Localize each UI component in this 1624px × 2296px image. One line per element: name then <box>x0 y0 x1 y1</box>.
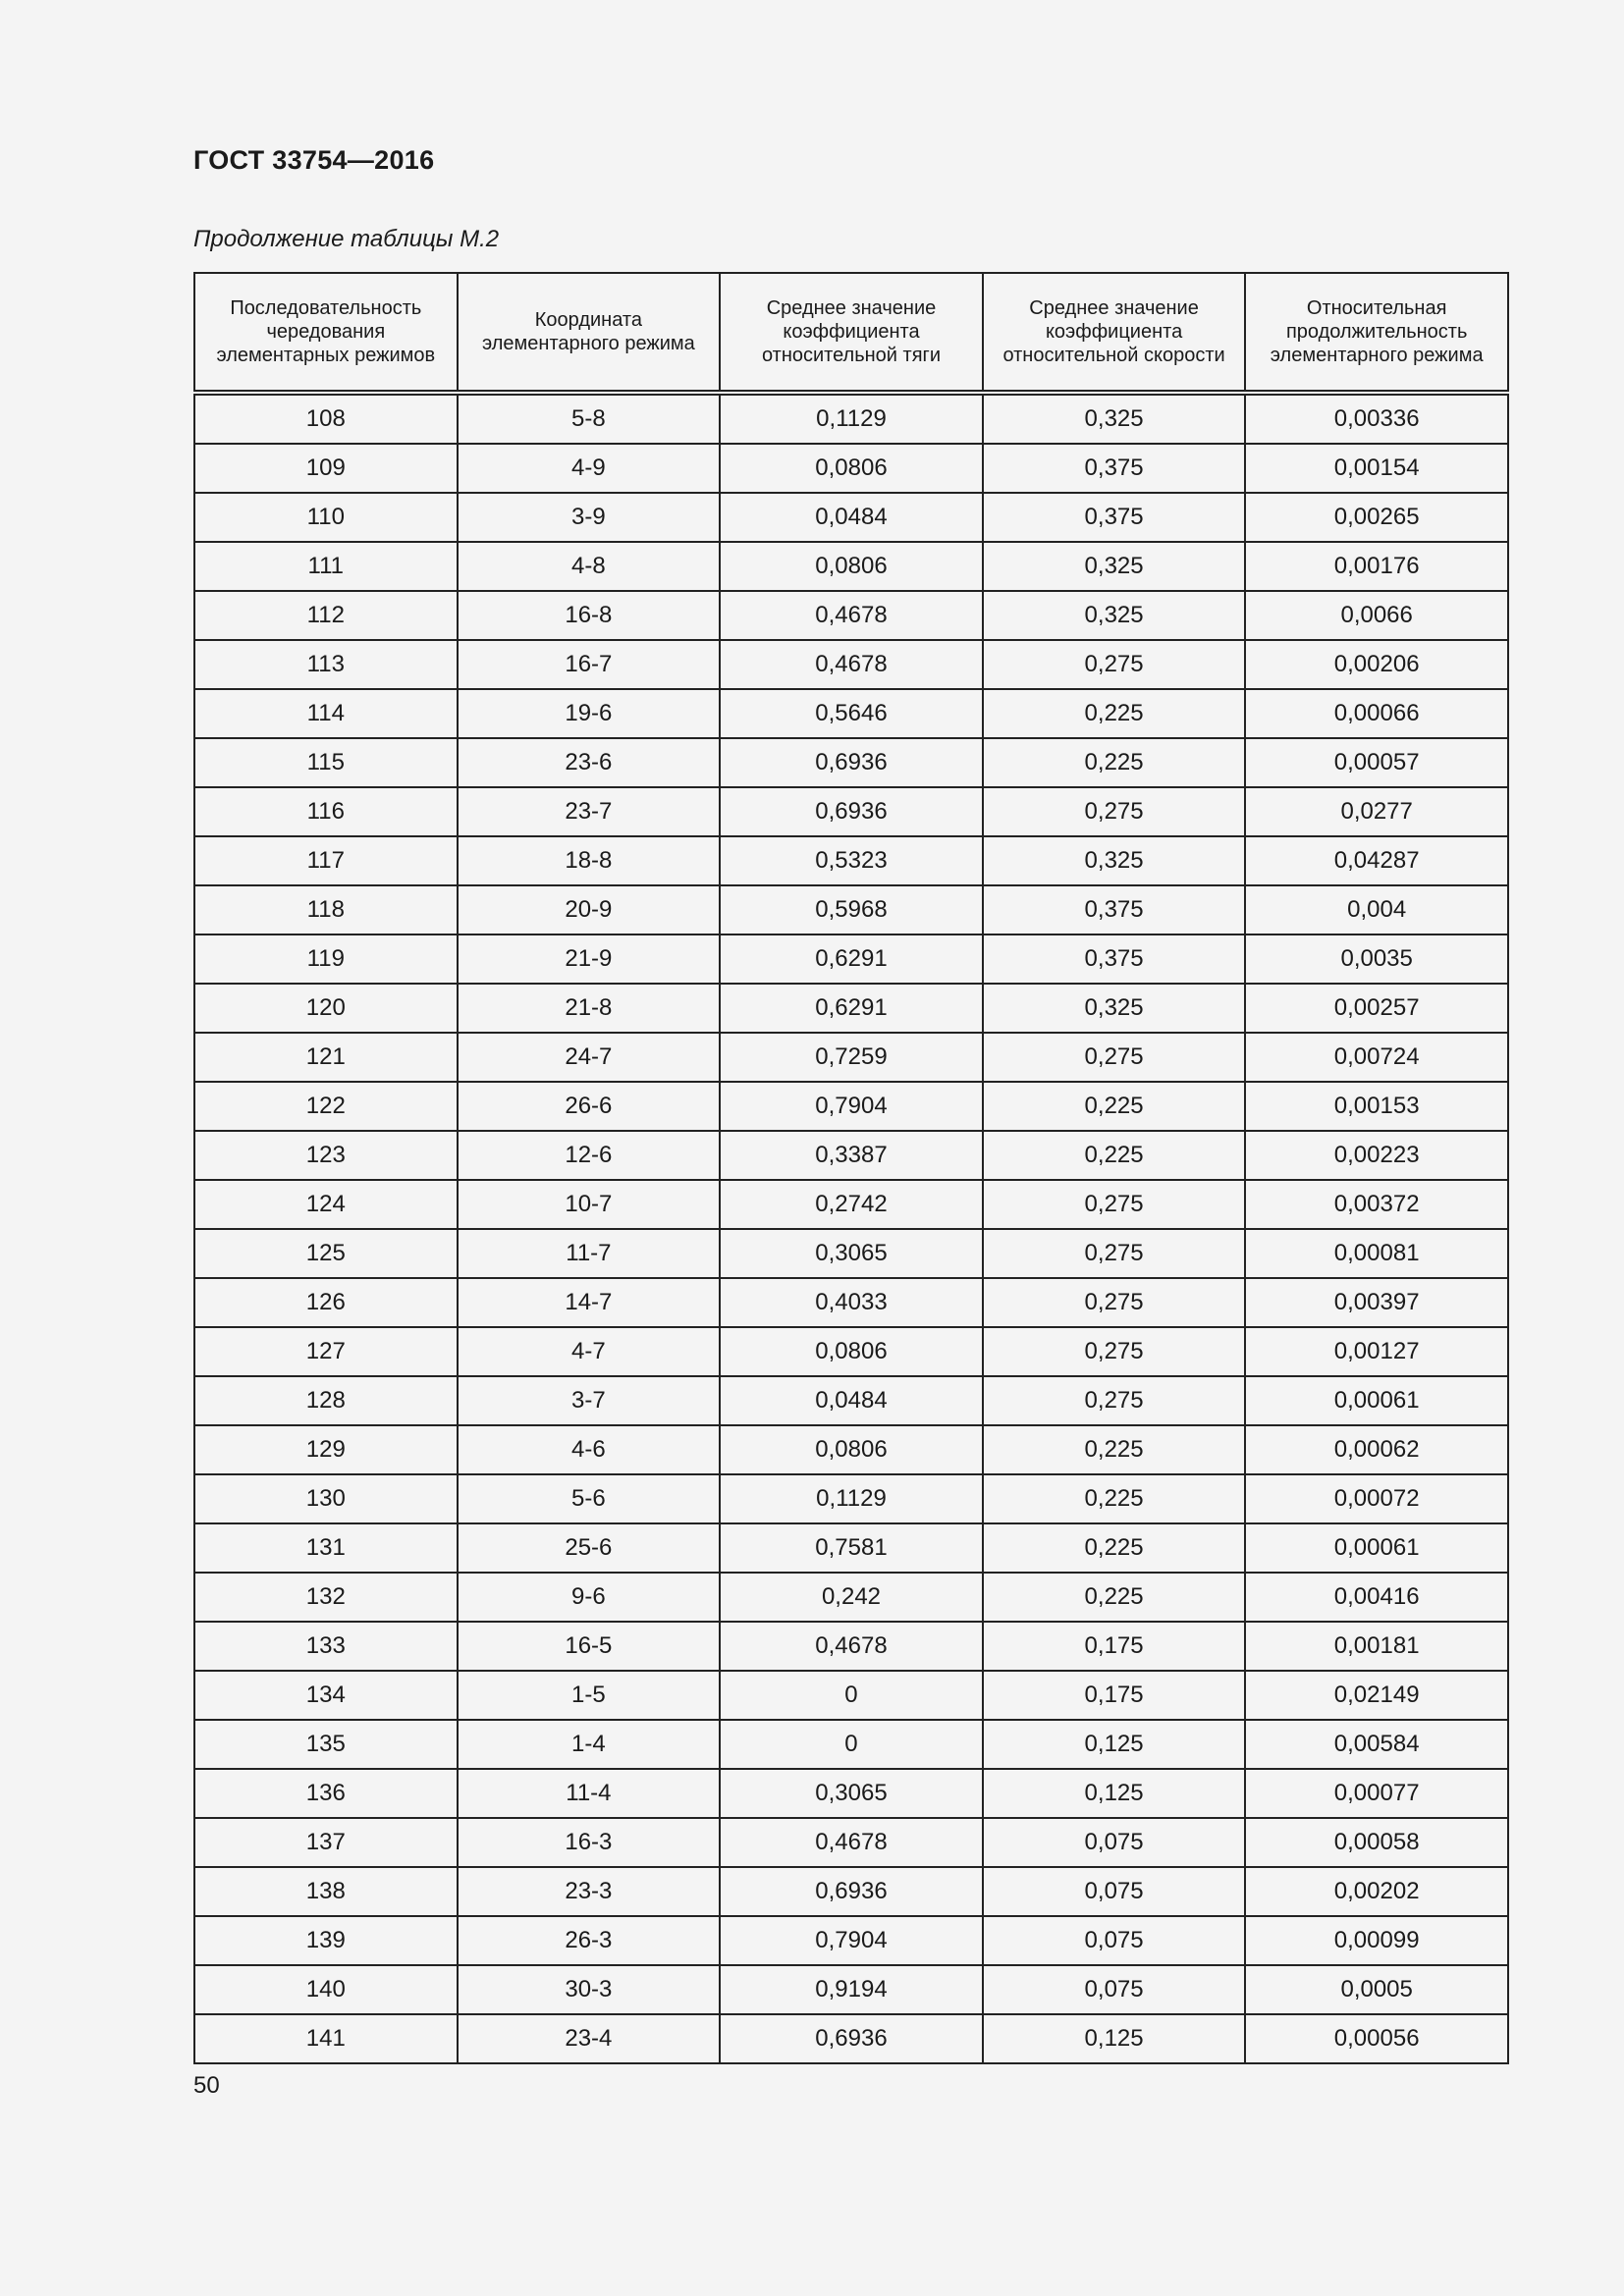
cell-coordinate: 3-7 <box>458 1376 721 1425</box>
table-row <box>194 1573 1508 1622</box>
cell-relative-duration: 0,00206 <box>1245 640 1508 689</box>
cell-speed-coefficient: 0,325 <box>983 542 1246 591</box>
cell-sequence: 125 <box>194 1229 458 1278</box>
cell-coordinate: 1-5 <box>458 1671 721 1720</box>
cell-relative-duration: 0,00416 <box>1245 1573 1508 1622</box>
cell-thrust-coefficient: 0,3065 <box>720 1769 983 1818</box>
cell-speed-coefficient: 0,225 <box>983 1523 1246 1573</box>
cell-thrust-coefficient: 0,6291 <box>720 934 983 984</box>
cell-speed-coefficient: 0,225 <box>983 1131 1246 1180</box>
cell-speed-coefficient: 0,375 <box>983 934 1246 984</box>
cell-speed-coefficient: 0,225 <box>983 1474 1246 1523</box>
cell-thrust-coefficient: 0,0484 <box>720 493 983 542</box>
cell-sequence: 140 <box>194 1965 458 2014</box>
cell-thrust-coefficient: 0,0806 <box>720 1327 983 1376</box>
table-row <box>194 1131 1508 1180</box>
cell-speed-coefficient: 0,375 <box>983 493 1246 542</box>
cell-coordinate: 19-6 <box>458 689 721 738</box>
table-row <box>194 591 1508 640</box>
cell-thrust-coefficient: 0 <box>720 1671 983 1720</box>
column-header-coordinate: Координата элементарного режима <box>458 273 721 393</box>
table-row <box>194 836 1508 885</box>
cell-sequence: 129 <box>194 1425 458 1474</box>
cell-thrust-coefficient: 0,4033 <box>720 1278 983 1327</box>
table-header-row <box>194 273 1508 393</box>
cell-thrust-coefficient: 0,0806 <box>720 542 983 591</box>
cell-thrust-coefficient: 0 <box>720 1720 983 1769</box>
cell-relative-duration: 0,00176 <box>1245 542 1508 591</box>
cell-speed-coefficient: 0,275 <box>983 1033 1246 1082</box>
cell-coordinate: 21-9 <box>458 934 721 984</box>
cell-speed-coefficient: 0,075 <box>983 1916 1246 1965</box>
cell-sequence: 132 <box>194 1573 458 1622</box>
cell-relative-duration: 0,00584 <box>1245 1720 1508 1769</box>
cell-speed-coefficient: 0,275 <box>983 1278 1246 1327</box>
cell-speed-coefficient: 0,225 <box>983 1082 1246 1131</box>
cell-speed-coefficient: 0,325 <box>983 984 1246 1033</box>
table-row <box>194 787 1508 836</box>
cell-speed-coefficient: 0,275 <box>983 787 1246 836</box>
cell-sequence: 117 <box>194 836 458 885</box>
table-row <box>194 1523 1508 1573</box>
column-header-relative-duration: Относительная продолжительность элементарного режима <box>1245 273 1508 393</box>
document-id: ГОСТ 33754—2016 <box>193 145 435 175</box>
cell-speed-coefficient: 0,375 <box>983 444 1246 493</box>
table-row <box>194 393 1508 444</box>
cell-relative-duration: 0,0066 <box>1245 591 1508 640</box>
cell-coordinate: 30-3 <box>458 1965 721 2014</box>
cell-thrust-coefficient: 0,2742 <box>720 1180 983 1229</box>
cell-coordinate: 4-9 <box>458 444 721 493</box>
cell-relative-duration: 0,00061 <box>1245 1376 1508 1425</box>
table-row <box>194 1965 1508 2014</box>
cell-speed-coefficient: 0,175 <box>983 1671 1246 1720</box>
cell-relative-duration: 0,00077 <box>1245 1769 1508 1818</box>
table-row <box>194 885 1508 934</box>
table-row <box>194 1327 1508 1376</box>
cell-speed-coefficient: 0,125 <box>983 2014 1246 2063</box>
cell-sequence: 131 <box>194 1523 458 1573</box>
cell-coordinate: 11-7 <box>458 1229 721 1278</box>
cell-thrust-coefficient: 0,1129 <box>720 1474 983 1523</box>
column-header-sequence: Последовательность чередования элементарных режимов <box>194 273 458 393</box>
cell-coordinate: 10-7 <box>458 1180 721 1229</box>
cell-speed-coefficient: 0,325 <box>983 591 1246 640</box>
cell-sequence: 115 <box>194 738 458 787</box>
cell-coordinate: 9-6 <box>458 1573 721 1622</box>
cell-coordinate: 18-8 <box>458 836 721 885</box>
table-row <box>194 493 1508 542</box>
table-row <box>194 1376 1508 1425</box>
cell-thrust-coefficient: 0,5323 <box>720 836 983 885</box>
table-row <box>194 1033 1508 1082</box>
page-number: 50 <box>193 2072 220 2099</box>
cell-coordinate: 1-4 <box>458 1720 721 1769</box>
cell-sequence: 112 <box>194 591 458 640</box>
data-table <box>193 272 1509 2064</box>
cell-relative-duration: 0,00066 <box>1245 689 1508 738</box>
cell-speed-coefficient: 0,275 <box>983 1376 1246 1425</box>
cell-thrust-coefficient: 0,4678 <box>720 1622 983 1671</box>
cell-coordinate: 23-7 <box>458 787 721 836</box>
cell-coordinate: 4-6 <box>458 1425 721 1474</box>
cell-sequence: 118 <box>194 885 458 934</box>
cell-relative-duration: 0,04287 <box>1245 836 1508 885</box>
cell-coordinate: 4-8 <box>458 542 721 591</box>
cell-coordinate: 5-8 <box>458 393 721 444</box>
cell-thrust-coefficient: 0,4678 <box>720 1818 983 1867</box>
cell-thrust-coefficient: 0,4678 <box>720 591 983 640</box>
table-row <box>194 444 1508 493</box>
cell-thrust-coefficient: 0,7904 <box>720 1916 983 1965</box>
cell-relative-duration: 0,00372 <box>1245 1180 1508 1229</box>
table-row <box>194 1180 1508 1229</box>
cell-relative-duration: 0,00336 <box>1245 393 1508 444</box>
table-row <box>194 1720 1508 1769</box>
cell-coordinate: 25-6 <box>458 1523 721 1573</box>
cell-sequence: 121 <box>194 1033 458 1082</box>
cell-speed-coefficient: 0,125 <box>983 1720 1246 1769</box>
table-body <box>194 393 1508 2063</box>
cell-sequence: 128 <box>194 1376 458 1425</box>
cell-coordinate: 24-7 <box>458 1033 721 1082</box>
table-caption: Продолжение таблицы М.2 <box>193 226 500 252</box>
table-row <box>194 689 1508 738</box>
cell-coordinate: 14-7 <box>458 1278 721 1327</box>
cell-relative-duration: 0,00724 <box>1245 1033 1508 1082</box>
cell-sequence: 111 <box>194 542 458 591</box>
table-row <box>194 934 1508 984</box>
cell-coordinate: 12-6 <box>458 1131 721 1180</box>
cell-sequence: 126 <box>194 1278 458 1327</box>
table-row <box>194 1082 1508 1131</box>
cell-sequence: 138 <box>194 1867 458 1916</box>
table-row <box>194 542 1508 591</box>
cell-sequence: 141 <box>194 2014 458 2063</box>
cell-relative-duration: 0,00081 <box>1245 1229 1508 1278</box>
cell-speed-coefficient: 0,375 <box>983 885 1246 934</box>
cell-relative-duration: 0,00181 <box>1245 1622 1508 1671</box>
cell-sequence: 113 <box>194 640 458 689</box>
column-header-speed-coefficient: Среднее значение коэффициента относительной скорости <box>983 273 1246 393</box>
cell-sequence: 109 <box>194 444 458 493</box>
cell-thrust-coefficient: 0,5646 <box>720 689 983 738</box>
cell-sequence: 130 <box>194 1474 458 1523</box>
cell-relative-duration: 0,00154 <box>1245 444 1508 493</box>
cell-speed-coefficient: 0,325 <box>983 836 1246 885</box>
cell-relative-duration: 0,00202 <box>1245 1867 1508 1916</box>
cell-thrust-coefficient: 0,6936 <box>720 738 983 787</box>
cell-speed-coefficient: 0,225 <box>983 1425 1246 1474</box>
cell-sequence: 119 <box>194 934 458 984</box>
cell-speed-coefficient: 0,275 <box>983 1180 1246 1229</box>
cell-sequence: 116 <box>194 787 458 836</box>
cell-relative-duration: 0,00153 <box>1245 1082 1508 1131</box>
cell-speed-coefficient: 0,075 <box>983 1818 1246 1867</box>
cell-relative-duration: 0,00056 <box>1245 2014 1508 2063</box>
table-row <box>194 1916 1508 1965</box>
cell-thrust-coefficient: 0,9194 <box>720 1965 983 2014</box>
cell-sequence: 120 <box>194 984 458 1033</box>
cell-sequence: 134 <box>194 1671 458 1720</box>
cell-sequence: 139 <box>194 1916 458 1965</box>
cell-relative-duration: 0,00223 <box>1245 1131 1508 1180</box>
cell-sequence: 114 <box>194 689 458 738</box>
cell-thrust-coefficient: 0,6936 <box>720 787 983 836</box>
cell-speed-coefficient: 0,225 <box>983 738 1246 787</box>
cell-relative-duration: 0,00058 <box>1245 1818 1508 1867</box>
cell-relative-duration: 0,0005 <box>1245 1965 1508 2014</box>
table-row <box>194 1474 1508 1523</box>
table-row <box>194 1229 1508 1278</box>
cell-relative-duration: 0,00072 <box>1245 1474 1508 1523</box>
cell-thrust-coefficient: 0,3065 <box>720 1229 983 1278</box>
cell-speed-coefficient: 0,225 <box>983 689 1246 738</box>
table-row <box>194 1867 1508 1916</box>
cell-coordinate: 16-5 <box>458 1622 721 1671</box>
table-row <box>194 1769 1508 1818</box>
cell-sequence: 124 <box>194 1180 458 1229</box>
cell-thrust-coefficient: 0,6291 <box>720 984 983 1033</box>
cell-relative-duration: 0,0035 <box>1245 934 1508 984</box>
cell-speed-coefficient: 0,125 <box>983 1769 1246 1818</box>
cell-coordinate: 26-3 <box>458 1916 721 1965</box>
table-row <box>194 1425 1508 1474</box>
cell-relative-duration: 0,02149 <box>1245 1671 1508 1720</box>
cell-coordinate: 21-8 <box>458 984 721 1033</box>
cell-coordinate: 23-4 <box>458 2014 721 2063</box>
cell-thrust-coefficient: 0,0484 <box>720 1376 983 1425</box>
cell-relative-duration: 0,00099 <box>1245 1916 1508 1965</box>
cell-coordinate: 16-7 <box>458 640 721 689</box>
cell-coordinate: 16-3 <box>458 1818 721 1867</box>
table-container <box>193 272 1507 2064</box>
cell-relative-duration: 0,00397 <box>1245 1278 1508 1327</box>
table-row <box>194 1278 1508 1327</box>
cell-thrust-coefficient: 0,3387 <box>720 1131 983 1180</box>
cell-thrust-coefficient: 0,0806 <box>720 444 983 493</box>
cell-relative-duration: 0,00057 <box>1245 738 1508 787</box>
table-row <box>194 738 1508 787</box>
cell-thrust-coefficient: 0,7259 <box>720 1033 983 1082</box>
cell-thrust-coefficient: 0,6936 <box>720 2014 983 2063</box>
cell-sequence: 123 <box>194 1131 458 1180</box>
table-row <box>194 2014 1508 2063</box>
cell-thrust-coefficient: 0,4678 <box>720 640 983 689</box>
cell-sequence: 127 <box>194 1327 458 1376</box>
cell-thrust-coefficient: 0,7581 <box>720 1523 983 1573</box>
cell-speed-coefficient: 0,075 <box>983 1965 1246 2014</box>
cell-speed-coefficient: 0,175 <box>983 1622 1246 1671</box>
cell-thrust-coefficient: 0,7904 <box>720 1082 983 1131</box>
cell-sequence: 135 <box>194 1720 458 1769</box>
table-row <box>194 1622 1508 1671</box>
cell-speed-coefficient: 0,225 <box>983 1573 1246 1622</box>
cell-coordinate: 26-6 <box>458 1082 721 1131</box>
cell-relative-duration: 0,00257 <box>1245 984 1508 1033</box>
cell-sequence: 110 <box>194 493 458 542</box>
cell-thrust-coefficient: 0,6936 <box>720 1867 983 1916</box>
cell-relative-duration: 0,004 <box>1245 885 1508 934</box>
table-row <box>194 1818 1508 1867</box>
cell-speed-coefficient: 0,075 <box>983 1867 1246 1916</box>
cell-coordinate: 20-9 <box>458 885 721 934</box>
cell-speed-coefficient: 0,275 <box>983 1229 1246 1278</box>
cell-thrust-coefficient: 0,1129 <box>720 393 983 444</box>
cell-relative-duration: 0,0277 <box>1245 787 1508 836</box>
cell-relative-duration: 0,00062 <box>1245 1425 1508 1474</box>
cell-thrust-coefficient: 0,0806 <box>720 1425 983 1474</box>
table-row <box>194 984 1508 1033</box>
cell-relative-duration: 0,00127 <box>1245 1327 1508 1376</box>
cell-speed-coefficient: 0,325 <box>983 393 1246 444</box>
table-row <box>194 1671 1508 1720</box>
cell-thrust-coefficient: 0,242 <box>720 1573 983 1622</box>
cell-relative-duration: 0,00265 <box>1245 493 1508 542</box>
cell-coordinate: 5-6 <box>458 1474 721 1523</box>
cell-coordinate: 23-6 <box>458 738 721 787</box>
cell-sequence: 122 <box>194 1082 458 1131</box>
cell-coordinate: 4-7 <box>458 1327 721 1376</box>
table-row <box>194 640 1508 689</box>
cell-sequence: 108 <box>194 393 458 444</box>
cell-coordinate: 23-3 <box>458 1867 721 1916</box>
cell-sequence: 133 <box>194 1622 458 1671</box>
cell-speed-coefficient: 0,275 <box>983 640 1246 689</box>
cell-thrust-coefficient: 0,5968 <box>720 885 983 934</box>
cell-speed-coefficient: 0,275 <box>983 1327 1246 1376</box>
cell-coordinate: 16-8 <box>458 591 721 640</box>
cell-coordinate: 11-4 <box>458 1769 721 1818</box>
cell-sequence: 136 <box>194 1769 458 1818</box>
column-header-thrust-coefficient: Среднее значение коэффициента относительной тяги <box>720 273 983 393</box>
cell-relative-duration: 0,00061 <box>1245 1523 1508 1573</box>
cell-sequence: 137 <box>194 1818 458 1867</box>
cell-coordinate: 3-9 <box>458 493 721 542</box>
